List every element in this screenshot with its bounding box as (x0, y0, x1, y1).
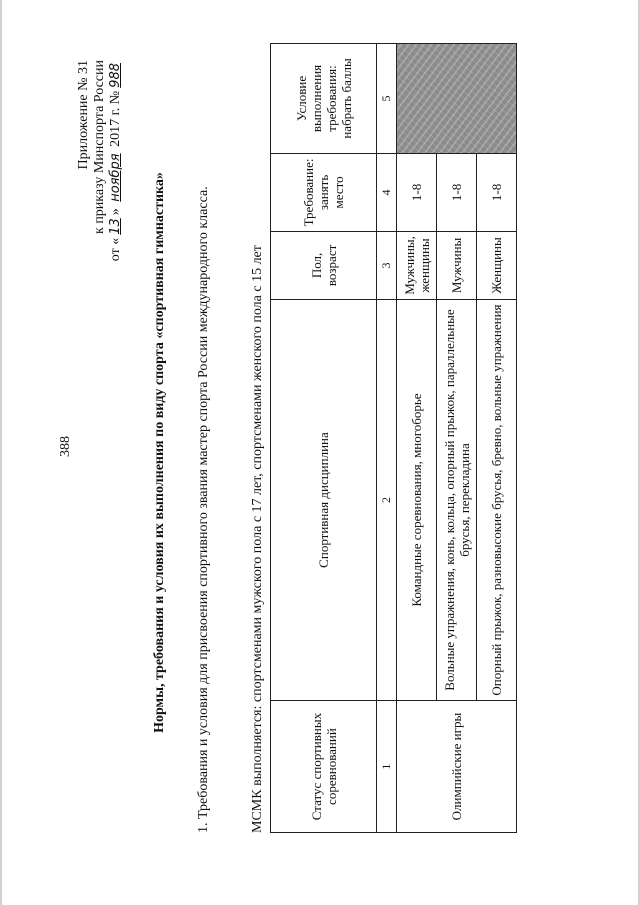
place-cell: 1-8 (437, 153, 477, 231)
column-number: 5 (377, 44, 397, 154)
date-prefix: от « (108, 237, 123, 262)
discipline-cell: Вольные упражнения, конь, кольца, опорный прыжок, параллельные брусья, перекладина (437, 299, 477, 700)
points-cell-shaded (397, 44, 517, 154)
sex-age-cell: Женщины (477, 231, 517, 299)
table-row (397, 44, 437, 833)
discipline-cell: Командные соревнования, многоборье (397, 299, 437, 700)
header-place: Требование: занять место (271, 153, 377, 231)
date-month: ноября (108, 153, 123, 202)
sex-age-cell: Мужчины (437, 231, 477, 299)
header-status: Статус спортивных соревнований (271, 701, 377, 833)
norms-table (270, 43, 517, 833)
appendix-block (76, 60, 124, 261)
column-number: 4 (377, 153, 397, 231)
section-heading: 1. Требования и условия для присвоения спортивного звания мастер спорта России международного класса. (196, 186, 211, 833)
appendix-number: Приложение № 31 (76, 60, 91, 170)
header-points: Условие выполнения требования: набрать баллы (271, 44, 377, 154)
document-title: Нормы, требования и условия их выполнения по виду спорта «спортивная гимнастика» (152, 172, 167, 733)
place-cell: 1-8 (477, 153, 517, 231)
column-number: 1 (377, 701, 397, 833)
column-number: 2 (377, 299, 397, 700)
date-day: 13 (108, 218, 123, 235)
column-number-row (377, 44, 397, 833)
status-cell: Олимпийские игры (397, 701, 517, 833)
header-sex-age: Пол, возраст (271, 231, 377, 299)
date-mid: » (108, 208, 123, 216)
column-number: 3 (377, 231, 397, 299)
discipline-cell: Опорный прыжок, разновысокие брусья, бревно, вольные упражнения (477, 299, 517, 700)
place-cell: 1-8 (397, 153, 437, 231)
header-discipline: Спортивная дисциплина (271, 299, 377, 700)
sex-age-cell: Мужчины, женщины (397, 231, 437, 299)
appendix-order-ref: к приказу Минспорта России (92, 60, 107, 234)
order-number: 988 (108, 63, 123, 88)
table-caption: МСМК выполняется: спортсменами мужского пола с 17 лет, спортсменами женского пола с 15 лет (250, 245, 265, 833)
date-year: 2017 г. № (108, 90, 123, 147)
page-number: 388 (58, 436, 73, 457)
appendix-date-line (108, 60, 124, 261)
header-row (271, 44, 377, 833)
